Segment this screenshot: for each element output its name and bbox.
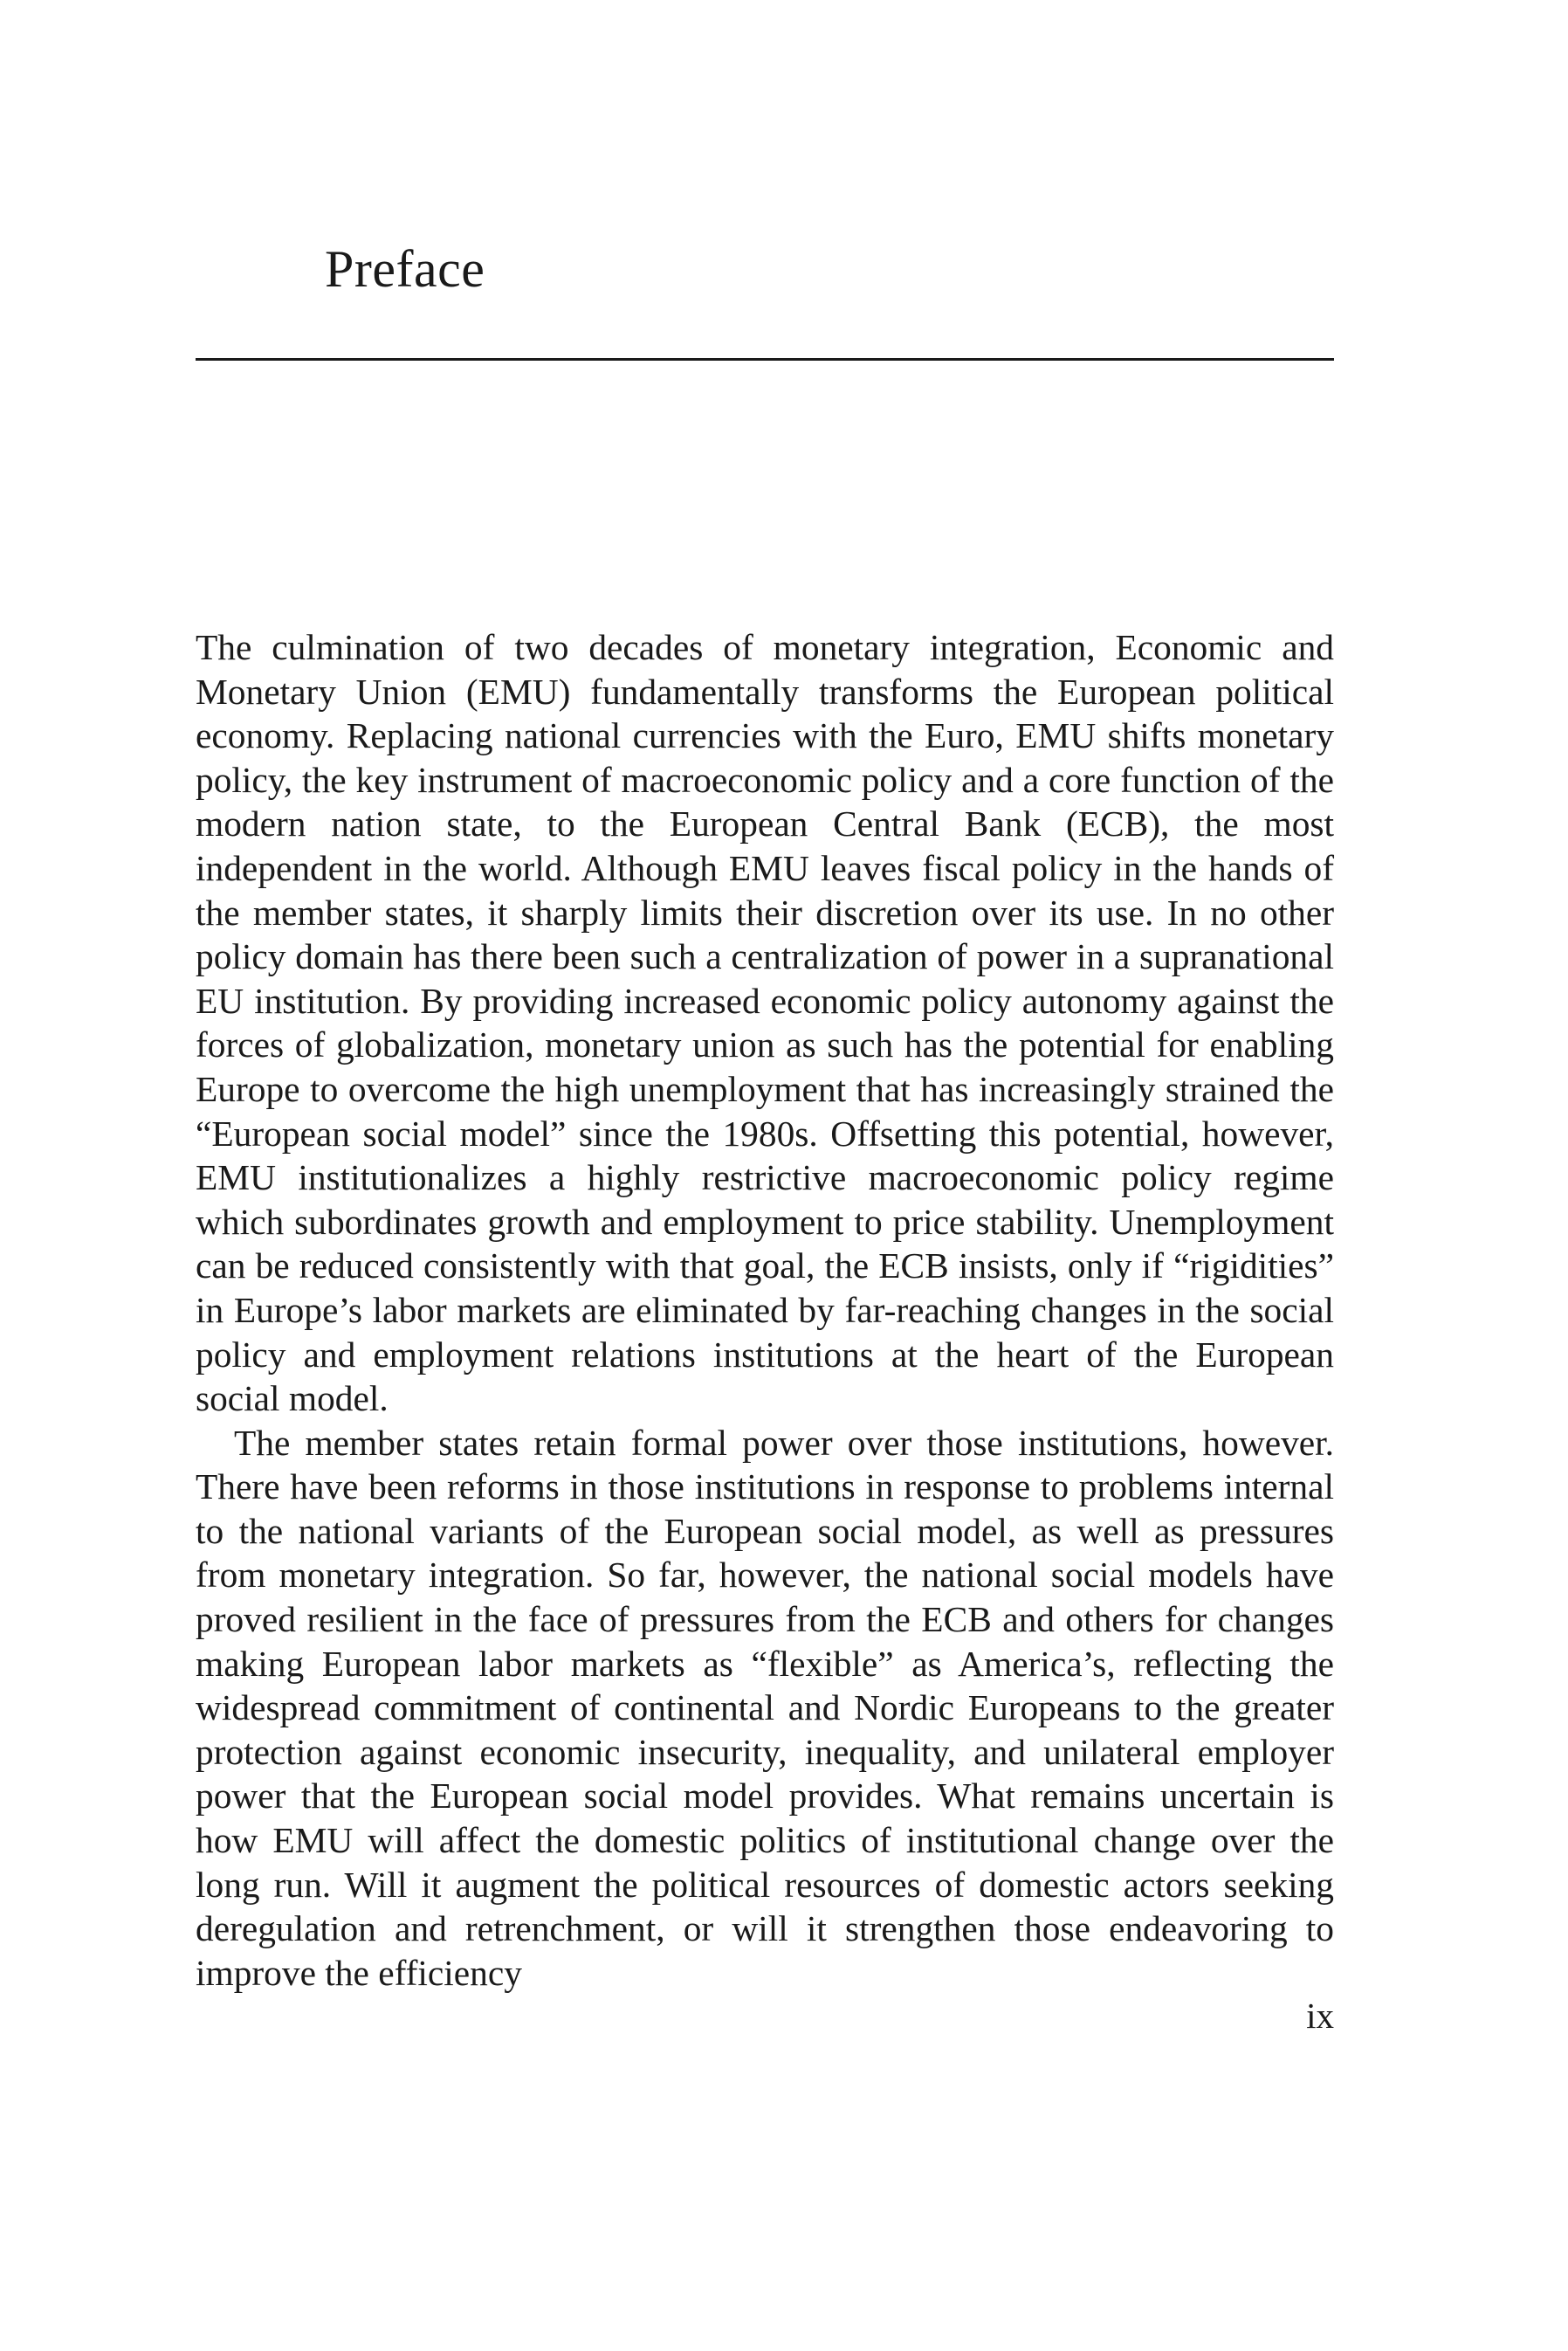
body-text bbox=[196, 625, 1334, 1995]
title-divider bbox=[196, 358, 1334, 361]
paragraph-2: The member states retain formal power over those institutions, however. There have been reforms in those institutions in response to problems internal to the national variants of the European social model, as well as pressures from monetary integration. So far, however, the national social models have proved resilient in the face of pressures from the ECB and others for changes making European labor markets as “flexible” as America’s, reflecting the widespread commitment of continental and Nordic Europeans to the greater protection against economic insecurity, inequality, and unilateral employer power that the European social model provides. What remains uncertain is how EMU will affect the domestic politics of institutional change over the long run. Will it augment the political resources of domestic actors seeking deregulation and retrenchment, or will it strengthen those endeavoring to improve the efficiency bbox=[196, 1422, 1334, 1993]
paragraph-1: The culmination of two decades of monetary integration, Economic and Monetary Union (EMU) fundamentally transforms the European political economy. Replacing national currencies with the Euro, EMU shifts monetary policy, the key instrument of macroeconomic policy and a core function of the modern nation state, to the European Central Bank (ECB), the most independent in the world. Although EMU leaves fiscal policy in the hands of the member states, it sharply limits their discretion over its use. In no other policy domain has there been such a centralization of power in a supranational EU institution. By providing increased economic policy autonomy against the forces of globalization, monetary union as such has the potential for enabling Europe to overcome the high unemployment that has increasingly strained the “European social model” since the 1980s. Offsetting this potential, however, EMU institutionalizes a highly restrictive macroeconomic policy regime which subordinates growth and employment to price stability. Unemployment can be reduced consistently with that goal, the ECB insists, only if “rigidities” in Europe’s labor markets are eliminated by far-reaching changes in the social policy and employment relations institutions at the heart of the European social model. bbox=[196, 627, 1334, 1419]
page-title: Preface bbox=[325, 240, 485, 298]
page-number: ix bbox=[1306, 1996, 1334, 2036]
